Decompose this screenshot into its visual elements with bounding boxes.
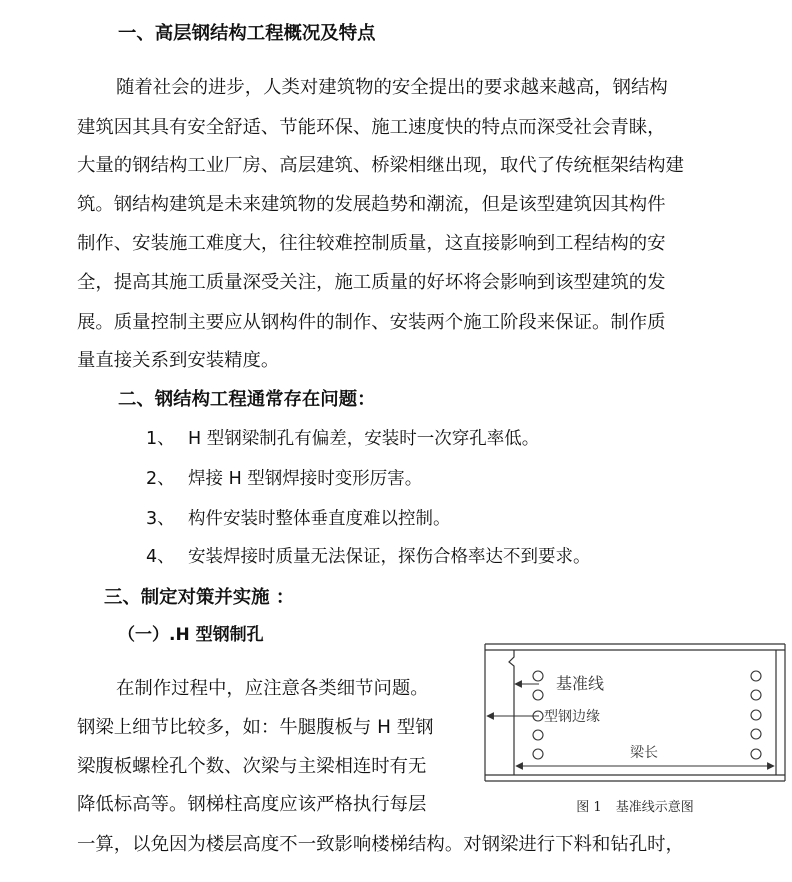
beam-length-label: 梁长 bbox=[630, 745, 658, 761]
paragraph-line: 大量的钢结构工业厂房、高层建筑、桥梁相继出现，取代了传统框架结构建 bbox=[77, 155, 684, 176]
paragraph-line: 一算，以免因为楼层高度不一致影响楼梯结构。对钢梁进行下料和钻孔时， bbox=[77, 834, 684, 855]
list-item-number: 3、 bbox=[146, 509, 175, 529]
paragraph-line: 制作、安装施工难度大，往往较难控制质量，这直接影响到工程结构的安 bbox=[77, 233, 666, 254]
paragraph-line: 梁腹板螺栓孔个数、次梁与主梁相连时有无 bbox=[77, 756, 427, 777]
list-item bbox=[146, 426, 539, 452]
paragraph-line: 钢梁上细节比较多，如：牛腿腹板与 H 型钢 bbox=[77, 717, 434, 738]
list-item-text: H 型钢梁制孔有偏差，安装时一次穿孔率低。 bbox=[188, 429, 540, 449]
flange-edge-label: 型钢边缘 bbox=[544, 709, 600, 725]
baseline-label: 基准线 bbox=[556, 674, 605, 693]
list-item-number: 4、 bbox=[146, 547, 175, 567]
list-item-text: 焊接 H 型钢焊接时变形厉害。 bbox=[188, 469, 423, 489]
paragraph-line: 筑。钢结构建筑是未来建筑物的发展趋势和潮流，但是该型建筑因其构件 bbox=[77, 194, 666, 215]
paragraph-line: 随着社会的进步，人类对建筑物的安全提出的要求越来越高，钢结构 bbox=[116, 77, 668, 98]
list-item bbox=[146, 506, 451, 532]
bolt-holes-right bbox=[751, 671, 761, 759]
paragraph-line: 降低标高等。钢梯柱高度应该严格执行每层 bbox=[77, 794, 427, 815]
baseline-diagram bbox=[484, 642, 786, 784]
figure-caption-number: 图 1 bbox=[576, 800, 602, 815]
list-item-number: 1、 bbox=[146, 429, 175, 449]
paragraph-line: 量直接关系到安装精度。 bbox=[77, 350, 280, 371]
list-item-text: 构件安装时整体垂直度难以控制。 bbox=[188, 509, 451, 529]
section1-heading: 一、高层钢结构工程概况及特点 bbox=[118, 23, 376, 44]
figure-caption bbox=[484, 796, 786, 815]
section3-heading: 三、制定对策并实施 ： bbox=[104, 587, 295, 608]
list-item bbox=[146, 466, 422, 492]
section3-subheading: （一）.H 型钢制孔 bbox=[118, 625, 264, 645]
paragraph-line: 在制作过程中，应注意各类细节问题。 bbox=[116, 678, 429, 699]
paragraph-line: 全，提高其施工质量深受关注，施工质量的好坏将会影响到该型建筑的发 bbox=[77, 272, 666, 293]
list-item-number: 2、 bbox=[146, 469, 175, 489]
paragraph-line: 展。质量控制主要应从钢构件的制作、安装两个施工阶段来保证。制作质 bbox=[77, 312, 666, 333]
list-item-text: 安装焊接时质量无法保证，探伤合格率达不到要求。 bbox=[188, 547, 591, 567]
section2-heading: 二、钢结构工程通常存在问题： bbox=[118, 389, 376, 410]
list-item bbox=[146, 544, 591, 570]
paragraph-line: 建筑因其具有安全舒适、节能环保、施工速度快的特点而深受社会青睐， bbox=[77, 117, 666, 138]
figure-caption-text: 基准线示意图 bbox=[615, 800, 694, 815]
web-end-left bbox=[509, 650, 514, 775]
